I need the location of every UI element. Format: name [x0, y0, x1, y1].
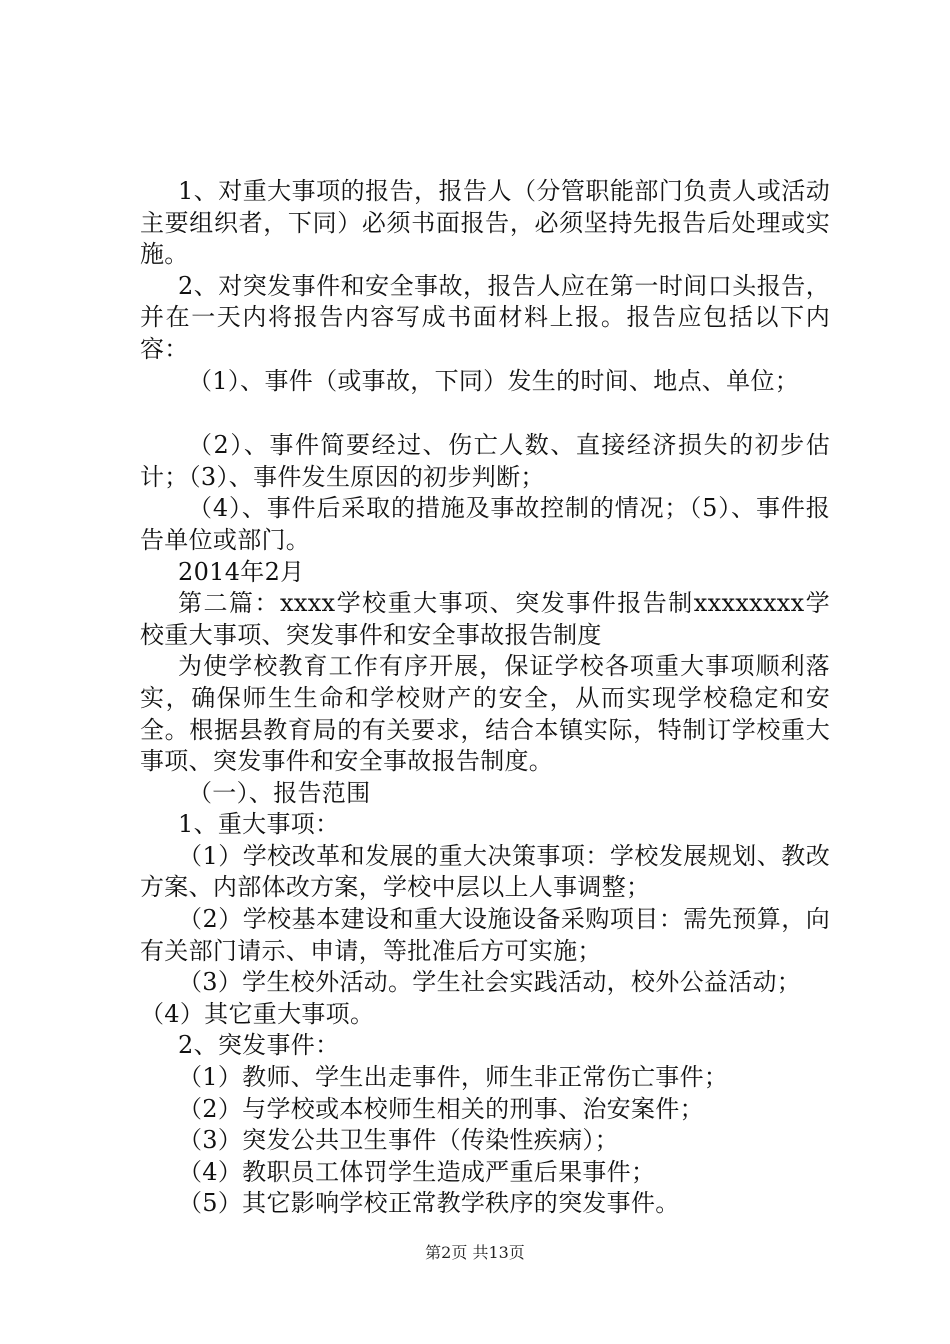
paragraph-item-1-time-place: （1）、事件（或事故，下同）发生的时间、地点、单位； — [188, 366, 800, 395]
list-item-major-4: （4）其它重大事项。 — [140, 999, 375, 1028]
heading-emergencies: 2、突发事件： — [178, 1031, 340, 1060]
list-item-emergency-5: （5）其它影响学校正常教学秩序的突发事件。 — [178, 1189, 680, 1218]
page-number-footer: 第2页 共13页 — [425, 1243, 525, 1262]
paragraph-report-major-items: 1、对重大事项的报告，报告人（分管职能部门负责人或活动主要组织者，下同）必须书面报告，必须坚持先报告后处理或实施。 — [140, 177, 830, 269]
document-body — [140, 176, 830, 1220]
list-item-emergency-1: （1）教师、学生出走事件，师生非正常伤亡事件； — [178, 1063, 729, 1092]
list-item-major-1: （1）学校改革和发展的重大决策事项：学校发展规划、教改方案、内部体改方案，学校中层以上人事调整； — [140, 841, 830, 902]
paragraph-item-4-5-measures: （4）、事件后采取的措施及事故控制的情况；（5）、事件报告单位或部门。 — [140, 494, 830, 554]
list-item-major-3: （3）学生校外活动。学生社会实践活动，校外公益活动； — [178, 968, 802, 997]
heading-report-scope: （一）、报告范围 — [188, 778, 371, 807]
paragraph-report-emergencies: 2、对突发事件和安全事故，报告人应在第一时间口头报告，并在一天内将报告内容写成书面材料上报。报告应包括以下内容： — [140, 271, 830, 363]
list-item-emergency-4: （4）教职员工体罚学生造成严重后果事件； — [178, 1157, 656, 1186]
paragraph-item-2-3-details: （2）、事件简要经过、伤亡人数、直接经济损失的初步估计；（3）、事件发生原因的初步判断； — [140, 431, 830, 491]
heading-major-items: 1、重大事项： — [178, 810, 340, 839]
list-item-major-2: （2）学校基本建设和重大设施设备采购项目：需先预算，向有关部门请示、申请，等批准后方可实施； — [140, 905, 830, 965]
list-item-emergency-3: （3）突发公共卫生事件（传染性疾病）； — [178, 1126, 619, 1155]
section-title-part-two: 第二篇：xxxx学校重大事项、突发事件报告制xxxxxxxx学校重大事项、突发事件和安全事故报告制度 — [140, 589, 830, 649]
list-item-emergency-2: （2）与学校或本校师生相关的刑事、治安案件； — [178, 1094, 704, 1123]
paragraph-purpose: 为使学校教育工作有序开展，保证学校各项重大事项顺利落实，确保师生生命和学校财产的安全，从而实现学校稳定和安全。根据县教育局的有关要求，结合本镇实际，特制订学校重大事项、突发事件和安全事故报告制度。 — [140, 652, 830, 776]
blank-line — [140, 397, 830, 430]
paragraph-date: 2014年2月 — [178, 557, 305, 586]
